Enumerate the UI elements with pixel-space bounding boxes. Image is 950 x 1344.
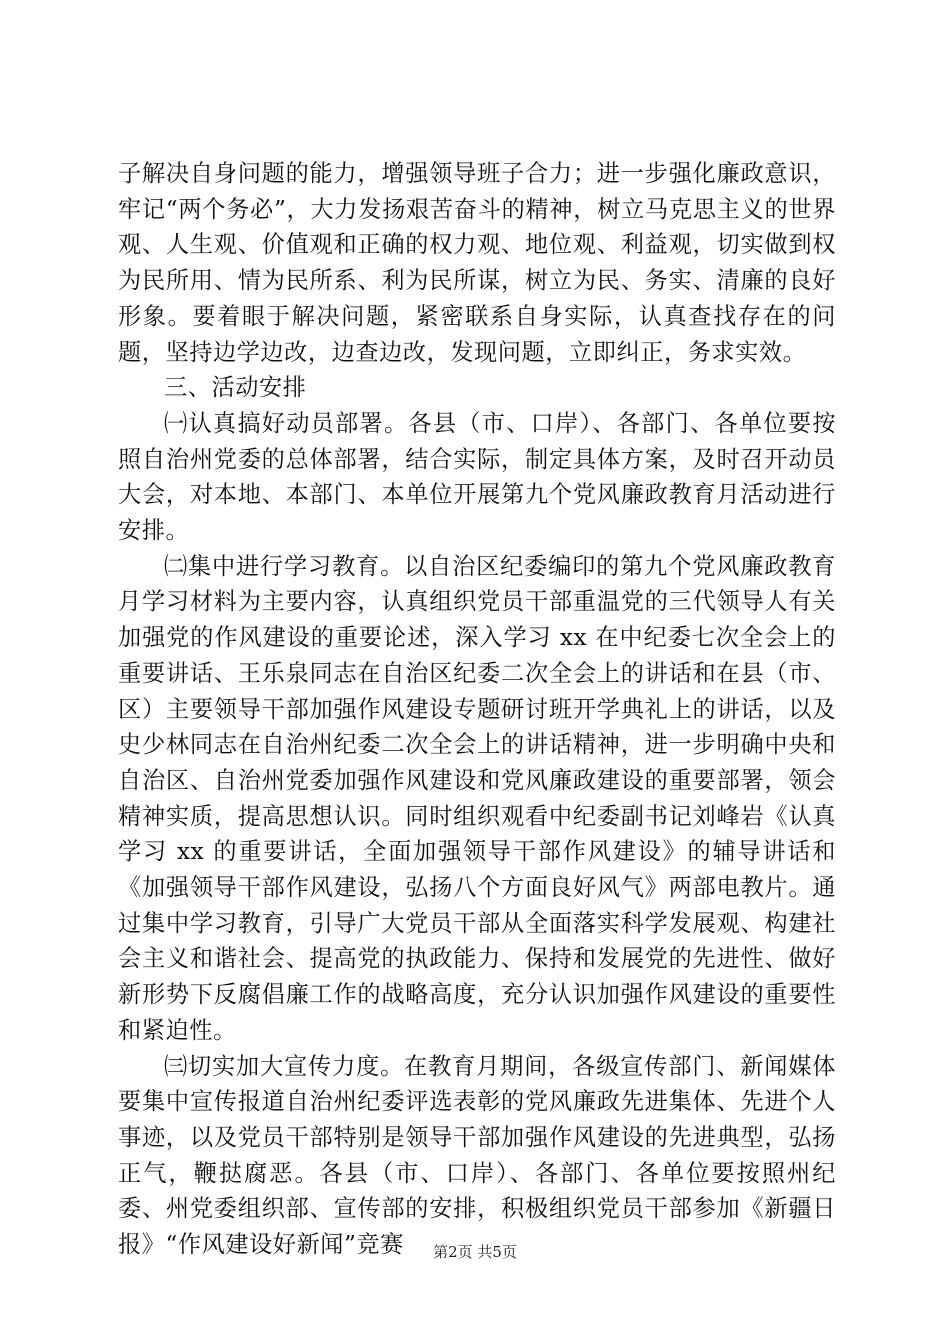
document-body (118, 156, 836, 1263)
paragraph-publicity: ㈢切实加大宣传力度。在教育月期间，各级宣传部门、新闻媒体要集中宣传报道自治州纪委评选表彰的党风廉政先进集体、先进个人事迹，以及党员干部特别是领导干部加强作风建设的先进典型，弘扬正气，鞭挞腐恶。各县（市、口岸）、各部门、各单位要按照州纪委、州党委组织部、宣传部的安排，积极组织党员干部参加《新疆日报》“作风建设好新闻”竞赛 (118, 1052, 836, 1259)
paragraph-continuation: 子解决自身问题的能力，增强领导班子合力；进一步强化廉政意识，牢记“两个务必”，大力发扬艰苦奋斗的精神，树立马克思主义的世界观、人生观、价值观和正确的权力观、地位观、利益观，切实做到权为民所用、情为民所系、利为民所谋，树立为民、务实、清廉的良好形象。要着眼于解决问题，紧密联系自身实际，认真查找存在的问题，坚持边学边改，边查边改，发现问题，立即纠正，务求实效。 (118, 160, 836, 366)
paragraph-study-education: ㈡集中进行学习教育。以自治区纪委编印的第九个党风廉政教育月学习材料为主要内容，认真组织党员干部重温党的三代领导人有关加强党的作风建设的重要论述，深入学习 xx 在中纪委七次全会上的重要讲话、王乐泉同志在自治区纪委二次全会上的讲话和在县（市、区）主要领导干部加强作风建设专题研讨班开学典礼上的讲话，以及史少林同志在自治州纪委二次全会上的讲话精神，进一步明确中央和自治区、自治州党委加强作风建设和党风廉政建设的重要部署，领会精神实质，提高思想认识。同时组织观看中纪委副书记刘峰岩《认真学习 xx 的重要讲话，全面加强领导干部作风建设》的辅导讲话和《加强领导干部作风建设，弘扬八个方面良好风气》两部电教片。通过集中学习教育，引导广大党员干部从全面落实科学发展观、构建社会主义和谐社会、提高党的执政能力、保持和发展党的先进性、做好新形势下反腐倡廉工作的战略高度，充分认识加强作风建设的重要性和紧迫性。 (118, 552, 836, 1044)
paragraph-mobilization: ㈠认真搞好动员部署。各县（市、口岸）、各部门、各单位要按照自治州党委的总体部署，结合实际，制定具体方案，及时召开动员大会，对本地、本部门、本单位开展第九个党风廉政教育月活动进行安排。 (118, 409, 836, 545)
section-heading-activity-arrangement: 三、活动安排 (164, 374, 307, 402)
page-number-footer: 第2页 共5页 (433, 1243, 517, 1261)
